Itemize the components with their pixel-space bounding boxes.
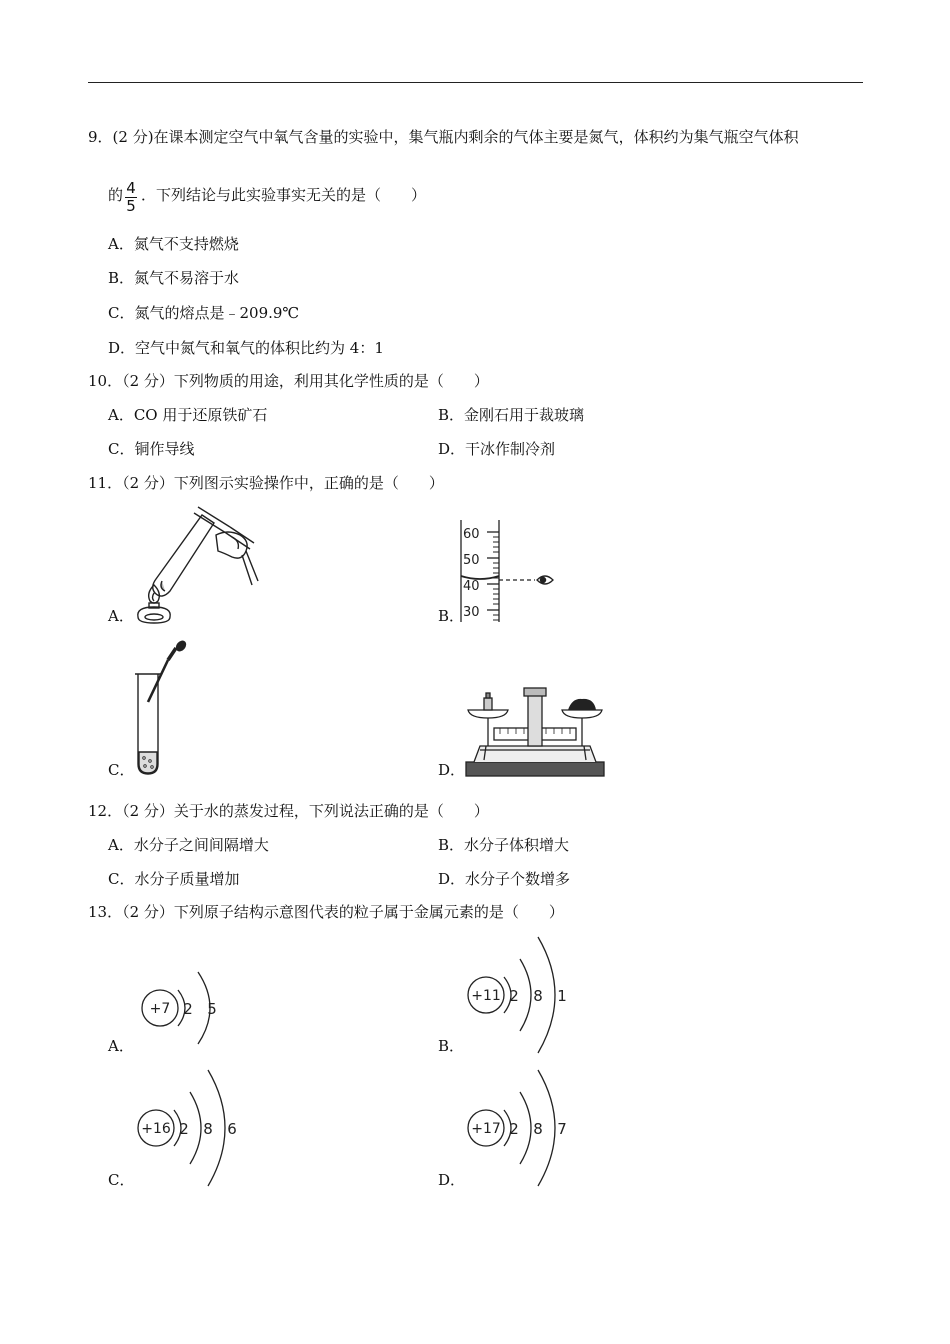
atom-a-nucleus: +7 (149, 1001, 171, 1017)
q13-label-d: D． (438, 1171, 466, 1189)
balance-weighing-figure (464, 684, 606, 778)
atom-a-shell-2: 5 (207, 1000, 217, 1018)
q9-fraction-denominator: 5 (126, 197, 136, 215)
q9-stem-suffix: ．下列结论与此实验事实无关的是（ ） (141, 186, 427, 204)
q12-option-d: D．水分子个数增多 (438, 870, 571, 888)
cylinder-tick-50: 50 (463, 553, 480, 568)
q12-option-b: B．水分子体积增大 (438, 836, 570, 854)
heating-test-tube-figure (132, 505, 260, 625)
q11-label-c: C． (108, 761, 135, 779)
q9-fraction-numerator: 4 (126, 179, 136, 197)
q10-option-d: D．干冰作制冷剂 (438, 440, 556, 458)
q11-stem: 11．（2 分）下列图示实验操作中，正确的是（ ） (88, 474, 444, 492)
q9-fraction (124, 180, 138, 215)
q13-label-a: A． (108, 1037, 134, 1055)
q11-label-b: B． (438, 607, 465, 625)
atom-c-shell-2: 8 (203, 1120, 213, 1138)
q9-option-a: A．氮气不支持燃烧 (108, 235, 239, 253)
dropper-test-tube-figure (130, 640, 194, 780)
q10-option-a: A．CO 用于还原铁矿石 (108, 406, 268, 424)
atom-b-nucleus: +11 (471, 988, 501, 1004)
atom-d-nucleus: +17 (471, 1121, 501, 1137)
q12-option-a: A．水分子之间间隔增大 (108, 836, 269, 854)
q10-option-b: B．金刚石用于裁玻璃 (438, 406, 585, 424)
q9-stem-prefix: 的 (108, 186, 124, 204)
q11-label-a: A． (108, 607, 134, 625)
cylinder-tick-60: 60 (463, 527, 480, 542)
atom-b-shell-2: 8 (533, 987, 543, 1005)
q9-stem-line1: 9．(2 分)在课本测定空气中氧气含量的实验中，集气瓶内剩余的气体主要是氮气，体积约为集气瓶空气体积 (88, 128, 799, 146)
atom-c-shell-3: 6 (227, 1120, 237, 1138)
q9-option-c: C．氮气的熔点是﹣209.9℃ (108, 304, 300, 322)
atom-c-nucleus: +16 (141, 1121, 171, 1137)
q10-stem: 10．（2 分）下列物质的用途，利用其化学性质的是（ ） (88, 372, 489, 390)
atom-d-shell-3: 7 (557, 1120, 567, 1138)
q10-option-c: C．铜作导线 (108, 440, 195, 458)
q12-stem: 12．（2 分）关于水的蒸发过程，下列说法正确的是（ ） (88, 802, 489, 820)
atom-b-shell-3: 1 (557, 987, 567, 1005)
atom-diagram-c (136, 1068, 256, 1188)
q13-label-c: C． (108, 1171, 135, 1189)
atom-d-shell-2: 8 (533, 1120, 543, 1138)
q11-label-d: D． (438, 761, 466, 779)
atom-diagram-a (138, 960, 238, 1060)
q13-stem: 13．（2 分）下列原子结构示意图代表的粒子属于金属元素的是（ ） (88, 903, 564, 921)
q9-option-b: B．氮气不易溶于水 (108, 269, 240, 287)
q9-option-d: D．空气中氮气和氧气的体积比约为 4：1 (108, 339, 384, 357)
q13-label-b: B． (438, 1037, 465, 1055)
header-rule (88, 82, 863, 83)
atom-diagram-b (466, 935, 586, 1055)
atom-d-shell-1: 2 (509, 1120, 519, 1138)
q12-option-c: C．水分子质量增加 (108, 870, 240, 888)
atom-diagram-d (466, 1068, 586, 1188)
cylinder-tick-30: 30 (463, 605, 480, 620)
cylinder-tick-40: 40 (463, 579, 480, 594)
atom-b-shell-1: 2 (509, 987, 519, 1005)
atom-c-shell-1: 2 (179, 1120, 189, 1138)
atom-a-shell-1: 2 (183, 1000, 193, 1018)
